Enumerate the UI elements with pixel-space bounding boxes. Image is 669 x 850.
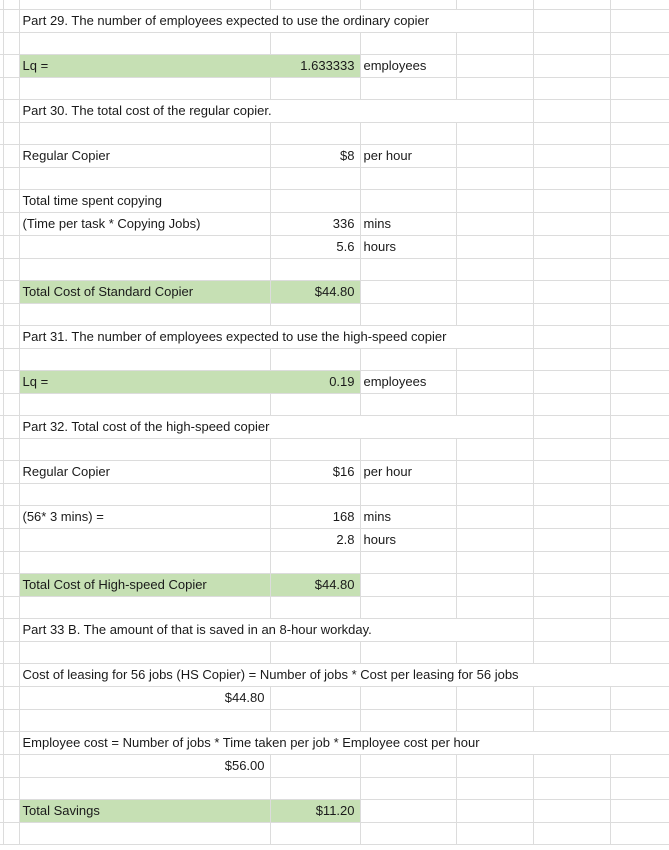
sheet-row [0, 258, 669, 280]
cell-empty[interactable] [533, 822, 610, 844]
cell-empty[interactable] [456, 415, 533, 438]
cell-value[interactable] [270, 77, 360, 99]
cell-value[interactable] [270, 0, 360, 9]
cell-value[interactable]: 336 [270, 212, 360, 235]
sheet-row [0, 348, 669, 370]
cell-gutter[interactable] [3, 551, 19, 573]
cell-empty[interactable] [610, 0, 669, 9]
cell-gutter[interactable] [3, 280, 19, 303]
cell-label[interactable] [19, 483, 270, 505]
cell-unit[interactable]: per hour [360, 144, 456, 167]
sheet-row [0, 393, 669, 415]
cell-label[interactable] [19, 438, 270, 460]
cell-empty[interactable] [533, 280, 610, 303]
cell-empty[interactable] [610, 189, 669, 212]
sheet-row [0, 325, 669, 348]
cell-empty[interactable] [456, 438, 533, 460]
cell-unit[interactable] [360, 415, 456, 438]
cell-empty[interactable] [456, 393, 533, 415]
cell-label[interactable]: Total Cost of Standard Copier [19, 280, 270, 303]
cell-empty[interactable] [533, 663, 610, 686]
cell-empty[interactable] [610, 438, 669, 460]
sheet-row [0, 663, 669, 686]
cell-value[interactable] [270, 258, 360, 280]
cell-empty[interactable] [456, 641, 533, 663]
cell-empty[interactable] [456, 618, 533, 641]
cell-unit[interactable] [360, 573, 456, 596]
cell-unit[interactable]: mins [360, 505, 456, 528]
sheet-row [0, 0, 669, 9]
cell-unit[interactable]: hours [360, 528, 456, 551]
cell-label[interactable]: $44.80 [19, 686, 270, 709]
cell-label[interactable]: Regular Copier [19, 144, 270, 167]
cell-label[interactable] [19, 32, 270, 54]
cell-label[interactable] [19, 77, 270, 99]
cell-gutter[interactable] [3, 799, 19, 822]
cell-unit[interactable] [360, 167, 456, 189]
cell-label[interactable]: Lq = [19, 54, 270, 77]
cell-empty[interactable] [610, 212, 669, 235]
cell-empty[interactable] [456, 54, 533, 77]
cell-empty[interactable] [456, 528, 533, 551]
cell-empty[interactable] [456, 235, 533, 258]
cell-value[interactable]: $11.20 [270, 799, 360, 822]
cell-empty[interactable] [610, 731, 669, 754]
cell-empty[interactable] [610, 754, 669, 777]
cell-empty[interactable] [533, 325, 610, 348]
cell-label[interactable] [19, 709, 270, 731]
cell-empty[interactable] [533, 641, 610, 663]
cell-value[interactable] [270, 348, 360, 370]
sheet-row [0, 370, 669, 393]
sheet-row [0, 144, 669, 167]
cell-empty[interactable] [533, 370, 610, 393]
cell-value[interactable]: 0.19 [270, 370, 360, 393]
cell-empty[interactable] [610, 144, 669, 167]
cell-empty[interactable] [610, 258, 669, 280]
cell-unit[interactable] [360, 438, 456, 460]
cell-unit[interactable] [360, 551, 456, 573]
cell-gutter[interactable] [3, 144, 19, 167]
cell-empty[interactable] [533, 709, 610, 731]
cell-gutter[interactable] [3, 54, 19, 77]
cell-empty[interactable] [456, 799, 533, 822]
cell-gutter[interactable] [3, 754, 19, 777]
cell-label[interactable] [19, 348, 270, 370]
cell-unit[interactable]: hours [360, 235, 456, 258]
cell-value[interactable]: 5.6 [270, 235, 360, 258]
cell-unit[interactable] [360, 686, 456, 709]
cell-label[interactable]: $56.00 [19, 754, 270, 777]
sheet-row [0, 99, 669, 122]
cell-gutter[interactable] [3, 122, 19, 144]
cell-unit[interactable] [360, 258, 456, 280]
sheet-row [0, 777, 669, 799]
cell-value[interactable] [270, 122, 360, 144]
cell-empty[interactable] [533, 528, 610, 551]
cell-empty[interactable] [533, 144, 610, 167]
cell-value[interactable] [270, 415, 360, 438]
cell-unit[interactable] [360, 189, 456, 212]
cell-empty[interactable] [456, 32, 533, 54]
cell-empty[interactable] [610, 596, 669, 618]
cell-empty[interactable] [610, 799, 669, 822]
cell-unit[interactable] [360, 348, 456, 370]
cell-empty[interactable] [610, 483, 669, 505]
cell-gutter[interactable] [3, 777, 19, 799]
cell-gutter[interactable] [3, 9, 19, 32]
cell-empty[interactable] [456, 754, 533, 777]
cell-label[interactable]: Part 29. The number of employees expected to use the ordinary copier [19, 9, 270, 32]
cell-empty[interactable] [610, 415, 669, 438]
cell-empty[interactable] [533, 799, 610, 822]
cell-value[interactable]: $44.80 [270, 573, 360, 596]
cell-label[interactable]: Total Savings [19, 799, 270, 822]
cell-empty[interactable] [456, 258, 533, 280]
sheet-row [0, 709, 669, 731]
cell-empty[interactable] [533, 438, 610, 460]
cell-unit[interactable] [360, 777, 456, 799]
cell-empty[interactable] [456, 77, 533, 99]
cell-value[interactable] [270, 167, 360, 189]
cell-unit[interactable]: employees [360, 370, 456, 393]
cell-empty[interactable] [456, 709, 533, 731]
cell-gutter[interactable] [3, 460, 19, 483]
sheet-row [0, 731, 669, 754]
sheet-row [0, 460, 669, 483]
cell-value[interactable] [270, 754, 360, 777]
cell-empty[interactable] [533, 731, 610, 754]
cell-empty[interactable] [533, 212, 610, 235]
cell-value[interactable] [270, 438, 360, 460]
cell-unit[interactable] [360, 99, 456, 122]
cell-gutter[interactable] [3, 325, 19, 348]
cell-value[interactable] [270, 393, 360, 415]
cell-label[interactable] [19, 777, 270, 799]
sheet-row [0, 189, 669, 212]
cell-label[interactable] [19, 122, 270, 144]
cell-label[interactable]: Total Cost of High-speed Copier [19, 573, 270, 596]
cell-unit[interactable] [360, 709, 456, 731]
cell-label[interactable]: Total time spent copying [19, 189, 270, 212]
cell-gutter[interactable] [3, 573, 19, 596]
cell-empty[interactable] [610, 641, 669, 663]
cell-unit[interactable] [360, 280, 456, 303]
cell-empty[interactable] [610, 9, 669, 32]
cell-empty[interactable] [533, 189, 610, 212]
cell-empty[interactable] [610, 99, 669, 122]
cell-empty[interactable] [456, 460, 533, 483]
cell-empty[interactable] [533, 32, 610, 54]
cell-unit[interactable]: mins [360, 212, 456, 235]
cell-label[interactable] [19, 303, 270, 325]
sheet-row [0, 754, 669, 777]
cell-value[interactable] [270, 551, 360, 573]
cell-empty[interactable] [533, 415, 610, 438]
cell-empty[interactable] [533, 54, 610, 77]
sheet-row [0, 822, 669, 844]
cell-label[interactable]: Part 32. Total cost of the high-speed copier [19, 415, 270, 438]
cell-gutter[interactable] [3, 618, 19, 641]
sheet-row [0, 686, 669, 709]
cell-empty[interactable] [610, 709, 669, 731]
cell-empty[interactable] [456, 189, 533, 212]
sheet-row [0, 415, 669, 438]
cell-gutter[interactable] [3, 438, 19, 460]
sheet-row [0, 573, 669, 596]
cell-unit[interactable] [360, 618, 456, 641]
cell-empty[interactable] [533, 99, 610, 122]
cell-empty[interactable] [610, 505, 669, 528]
sheet-row [0, 280, 669, 303]
cell-label[interactable]: Cost of leasing for 56 jobs (HS Copier) = Number of jobs * Cost per leasing for 56 jobs [19, 663, 270, 686]
cell-empty[interactable] [533, 596, 610, 618]
cell-empty[interactable] [456, 167, 533, 189]
cell-empty[interactable] [533, 0, 610, 9]
cell-value[interactable] [270, 641, 360, 663]
cell-empty[interactable] [610, 618, 669, 641]
sheet-row [0, 77, 669, 99]
cell-gutter[interactable] [3, 596, 19, 618]
cell-empty[interactable] [610, 325, 669, 348]
cell-empty[interactable] [610, 551, 669, 573]
cell-label[interactable] [19, 528, 270, 551]
cell-empty[interactable] [456, 551, 533, 573]
cell-empty[interactable] [456, 144, 533, 167]
cell-label[interactable] [19, 258, 270, 280]
cell-empty[interactable] [533, 551, 610, 573]
cell-empty[interactable] [456, 822, 533, 844]
cell-value[interactable] [270, 303, 360, 325]
cell-empty[interactable] [456, 686, 533, 709]
cell-label[interactable]: Regular Copier [19, 460, 270, 483]
sheet-row [0, 618, 669, 641]
sheet-row [0, 505, 669, 528]
cell-unit[interactable] [360, 641, 456, 663]
cell-empty[interactable] [533, 122, 610, 144]
cell-empty[interactable] [533, 505, 610, 528]
cell-empty[interactable] [456, 280, 533, 303]
cell-label[interactable]: Part 33 B. The amount of that is saved in an 8-hour workday. [19, 618, 270, 641]
cell-label[interactable]: Employee cost = Number of jobs * Time taken per job * Employee cost per hour [19, 731, 270, 754]
cell-gutter[interactable] [3, 348, 19, 370]
cell-gutter[interactable] [3, 415, 19, 438]
cell-value[interactable] [270, 596, 360, 618]
cell-value[interactable] [270, 777, 360, 799]
cell-value[interactable] [270, 189, 360, 212]
cell-value[interactable]: $44.80 [270, 280, 360, 303]
cell-empty[interactable] [456, 303, 533, 325]
cell-gutter[interactable] [3, 189, 19, 212]
cell-label[interactable] [19, 393, 270, 415]
cell-empty[interactable] [533, 754, 610, 777]
cell-unit[interactable] [360, 122, 456, 144]
cell-empty[interactable] [610, 573, 669, 596]
cell-gutter[interactable] [3, 505, 19, 528]
sheet-row [0, 235, 669, 258]
cell-unit[interactable] [360, 483, 456, 505]
cell-empty[interactable] [456, 9, 533, 32]
cell-empty[interactable] [456, 777, 533, 799]
cell-empty[interactable] [456, 212, 533, 235]
cell-empty[interactable] [533, 303, 610, 325]
sheet-row [0, 551, 669, 573]
cell-empty[interactable] [533, 777, 610, 799]
sheet-row [0, 122, 669, 144]
cell-label[interactable] [19, 822, 270, 844]
cell-empty[interactable] [610, 822, 669, 844]
cell-unit[interactable] [360, 754, 456, 777]
cell-unit[interactable] [360, 822, 456, 844]
cell-gutter[interactable] [3, 686, 19, 709]
cell-gutter[interactable] [3, 77, 19, 99]
cell-empty[interactable] [610, 280, 669, 303]
cell-empty[interactable] [610, 235, 669, 258]
cell-empty[interactable] [456, 505, 533, 528]
cell-gutter[interactable] [3, 167, 19, 189]
cell-value[interactable]: 2.8 [270, 528, 360, 551]
cell-empty[interactable] [610, 348, 669, 370]
cell-gutter[interactable] [3, 641, 19, 663]
cell-gutter[interactable] [3, 235, 19, 258]
cell-empty[interactable] [456, 596, 533, 618]
cell-unit[interactable] [360, 32, 456, 54]
cell-label[interactable] [19, 551, 270, 573]
cell-unit[interactable] [360, 596, 456, 618]
cell-label[interactable] [19, 235, 270, 258]
cell-gutter[interactable] [3, 99, 19, 122]
cell-unit[interactable] [360, 77, 456, 99]
cell-unit[interactable]: employees [360, 54, 456, 77]
cell-empty[interactable] [610, 77, 669, 99]
cell-value[interactable]: 1.633333 [270, 54, 360, 77]
cell-label[interactable]: Part 31. The number of employees expected to use the high-speed copier [19, 325, 270, 348]
cell-empty[interactable] [610, 32, 669, 54]
cell-label[interactable]: (Time per task * Copying Jobs) [19, 212, 270, 235]
sheet-row [0, 9, 669, 32]
cell-gutter[interactable] [3, 528, 19, 551]
cell-empty[interactable] [533, 573, 610, 596]
sheet-row [0, 167, 669, 189]
cell-empty[interactable] [610, 167, 669, 189]
sheet-row [0, 303, 669, 325]
sheet-row [0, 212, 669, 235]
cell-gutter[interactable] [3, 32, 19, 54]
cell-value[interactable] [270, 32, 360, 54]
sheet-row [0, 641, 669, 663]
cell-gutter[interactable] [3, 393, 19, 415]
cell-empty[interactable] [610, 393, 669, 415]
cell-value[interactable]: 168 [270, 505, 360, 528]
cell-value[interactable]: $16 [270, 460, 360, 483]
cell-empty[interactable] [610, 460, 669, 483]
cell-empty[interactable] [610, 370, 669, 393]
cell-empty[interactable] [533, 686, 610, 709]
cell-gutter[interactable] [3, 0, 19, 9]
cell-empty[interactable] [533, 77, 610, 99]
cell-empty[interactable] [610, 122, 669, 144]
cell-empty[interactable] [533, 483, 610, 505]
cell-empty[interactable] [610, 777, 669, 799]
cell-empty[interactable] [610, 663, 669, 686]
cell-empty[interactable] [456, 348, 533, 370]
sheet-row [0, 54, 669, 77]
cell-empty[interactable] [456, 573, 533, 596]
cell-empty[interactable] [533, 9, 610, 32]
cell-empty[interactable] [456, 370, 533, 393]
cell-empty[interactable] [533, 348, 610, 370]
cell-unit[interactable] [360, 799, 456, 822]
cell-unit[interactable]: per hour [360, 460, 456, 483]
cell-gutter[interactable] [3, 483, 19, 505]
cell-label[interactable]: (56* 3 mins) = [19, 505, 270, 528]
cell-value[interactable] [270, 709, 360, 731]
cell-empty[interactable] [456, 122, 533, 144]
sheet-row [0, 483, 669, 505]
sheet-row [0, 528, 669, 551]
cell-empty[interactable] [533, 393, 610, 415]
cell-unit[interactable] [360, 393, 456, 415]
sheet-row [0, 596, 669, 618]
cell-gutter[interactable] [3, 663, 19, 686]
cell-empty[interactable] [533, 167, 610, 189]
cell-label[interactable] [19, 596, 270, 618]
cell-empty[interactable] [610, 686, 669, 709]
cell-empty[interactable] [456, 99, 533, 122]
cell-label[interactable] [19, 0, 270, 9]
cell-empty[interactable] [533, 258, 610, 280]
cell-gutter[interactable] [3, 303, 19, 325]
cell-gutter[interactable] [3, 731, 19, 754]
cell-empty[interactable] [456, 0, 533, 9]
cell-gutter[interactable] [3, 258, 19, 280]
cell-gutter[interactable] [3, 709, 19, 731]
cell-empty[interactable] [610, 303, 669, 325]
cell-empty[interactable] [533, 235, 610, 258]
cell-empty[interactable] [610, 528, 669, 551]
cell-empty[interactable] [456, 325, 533, 348]
cell-gutter[interactable] [3, 822, 19, 844]
cell-unit[interactable] [360, 303, 456, 325]
cell-value[interactable]: $8 [270, 144, 360, 167]
cell-label[interactable]: Lq = [19, 370, 270, 393]
cell-value[interactable] [270, 822, 360, 844]
cell-label[interactable] [19, 641, 270, 663]
cell-empty[interactable] [533, 460, 610, 483]
cell-gutter[interactable] [3, 212, 19, 235]
cell-value[interactable] [270, 99, 360, 122]
sheet-row [0, 799, 669, 822]
cell-label[interactable]: Part 30. The total cost of the regular copier. [19, 99, 270, 122]
cell-value[interactable] [270, 483, 360, 505]
cell-label[interactable] [19, 167, 270, 189]
cell-value[interactable] [270, 686, 360, 709]
cell-empty[interactable] [610, 54, 669, 77]
sheet-row [0, 438, 669, 460]
cell-unit[interactable] [360, 0, 456, 9]
cell-empty[interactable] [456, 483, 533, 505]
cell-gutter[interactable] [3, 370, 19, 393]
sheet-row [0, 32, 669, 54]
cell-empty[interactable] [533, 618, 610, 641]
